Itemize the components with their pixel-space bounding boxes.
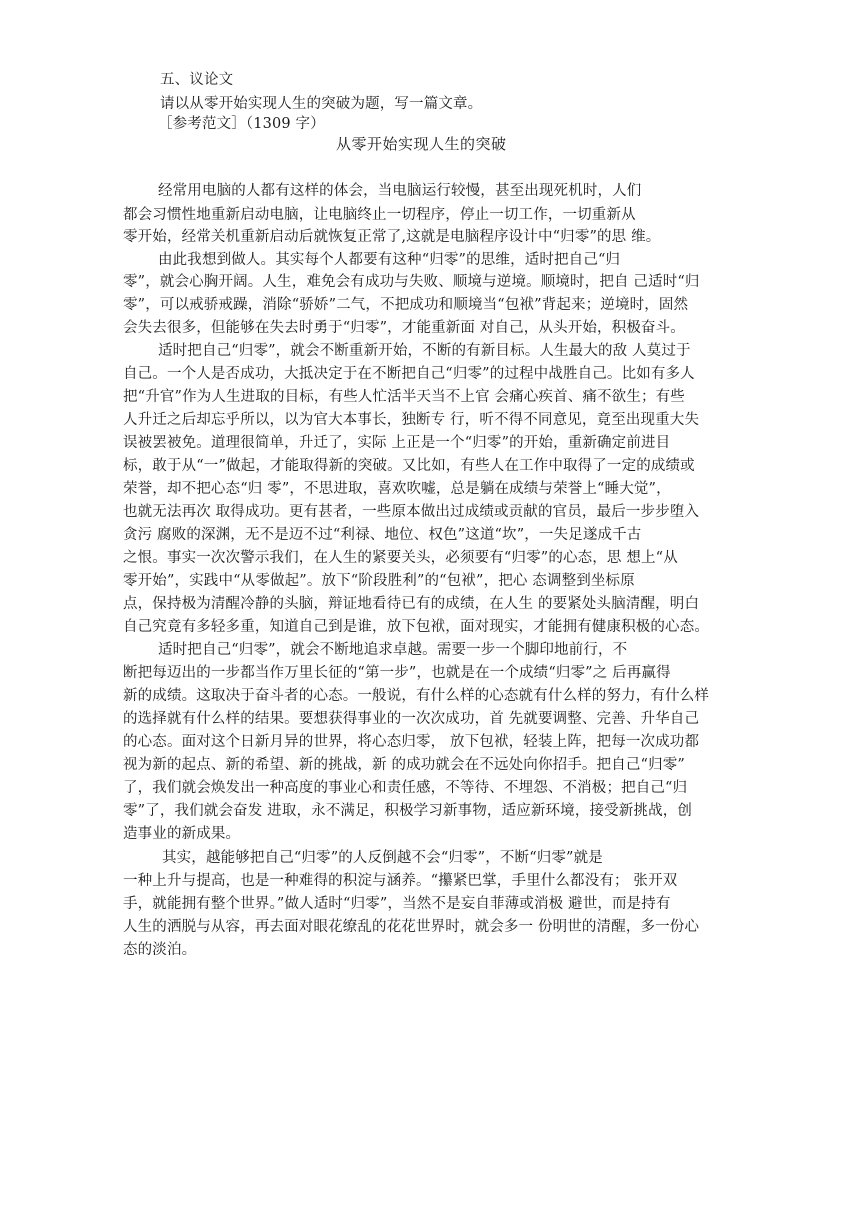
- paragraph-line: 的心态。面对这个日新月异的世界，将心态归零， 放下包袱，轻装上阵，把每一次成功都: [123, 734, 700, 750]
- paragraph-line: 经常用电脑的人都有这样的体会，当电脑运行较慢，甚至出现死机时，人们: [158, 183, 642, 199]
- paragraph-line: 零”，可以戒骄戒躁，消除“骄娇”二气，不把成功和顺境当“包袱”背起来；逆境时，固然: [123, 297, 689, 313]
- paragraph-line: 点，保持极为清醒冷静的头脑，辩证地看待已有的成绩，在人生 的要紧处头脑清醒，明白: [123, 596, 700, 612]
- paragraph-line: 手，就能拥有整个世界。”做人适时“归零”，当然不是妄自菲薄或消极 避世，而是持有: [123, 896, 671, 912]
- paragraph-line: 会失去很多，但能够在失去时勇于“归零”，才能重新面 对自己，从头开始，积极奋斗。: [123, 320, 685, 336]
- paragraph-line: 把“升官”作为人生进取的目标，有些人忙活半天当不上官 会痛心疾首、痛不欲生；有些: [123, 389, 685, 405]
- paragraph-line: 其实，越能够把自己“归零”的人反倒越不会“归零”，不断“归零”就是: [162, 850, 603, 866]
- paragraph-line: 自己。一个人是否成功，大抵决定于在不断把自己“归零”的过程中战胜自己。比如有多人: [123, 366, 695, 382]
- paragraph-line: 新的成绩。这取决于奋斗者的心态。一般说，有什么样的心态就有什么样的努力，有什么样: [123, 688, 709, 704]
- paragraph-line: 也就无法再次 取得成功。更有甚者，一些原本做出过成绩或贡献的官员，最后一步步堕入: [123, 504, 700, 520]
- paragraph-line: 由此我想到做人。其实每个人都要有这种“归零”的思维，适时把自己“归: [158, 252, 621, 268]
- paragraph-line: 一种上升与提高，也是一种难得的积淀与涵养。“攥紧巴掌，手里什么都没有； 张开双: [123, 873, 678, 889]
- paragraph-line: 造事业的新成果。: [123, 826, 241, 842]
- paragraph-line: 适时把自己“归零”，就会不断重新开始，不断的有新目标。人生最大的敌 人莫过于: [158, 343, 691, 359]
- paragraph-line: 自己究竟有多轻多重，知道自己到是谁，放下包袱，面对现实，才能拥有健康积极的心态。: [123, 619, 709, 635]
- paragraph-line: 零”，就会心胸开阔。人生，难免会有成功与失败、顺境与逆境。顺境时，把自 己适时“归: [123, 274, 700, 290]
- paragraph-line: 断把每迈出的一步都当作万里长征的“第一步”，也就是在一个成绩“归零”之 后再赢得: [123, 665, 671, 681]
- paragraph-line: 都会习惯性地重新启动电脑，让电脑终止一切程序，停止一切工作，一切重新从: [123, 207, 636, 223]
- essay-title: 从零开始实现人生的突破: [336, 135, 507, 153]
- paragraph-line: 误被罢被免。道理很简单，升迁了，实际 上正是一个“归零”的开始，重新确定前进目: [123, 435, 671, 451]
- paragraph-line: 零”了，我们就会奋发 进取，永不满足，积极学习新事物，适应新环境，接受新挑战，创: [123, 803, 693, 819]
- paragraph-line: 的选择就有什么样的结果。要想获得事业的一次次成功，首 先就要调整、完善、升华自己: [123, 711, 700, 727]
- paragraph-line: 人生的洒脱与从容，再去面对眼花缭乱的花花世界时，就会多一 份明世的清醒，多一份心: [123, 919, 700, 935]
- paragraph-line: 标，敢于从“一”做起，才能取得新的突破。又比如，有些人在工作中取得了一定的成绩或: [123, 458, 695, 474]
- reference-label: ［参考范文］（1309 字）: [158, 116, 325, 132]
- paragraph-line: 之恨。事实一次次警示我们，在人生的紧要关头，必须要有“归零”的心态，思 想上“从: [123, 550, 678, 566]
- paragraph-line: 人升迁之后却忘乎所以，以为官大本事长，独断专 行，听不得不同意见，竟至出现重大失: [123, 412, 700, 428]
- paragraph-line: 适时把自己“归零”，就会不断地追求卓越。需要一步一个脚印地前行，不: [158, 642, 628, 658]
- paragraph-line: 荣誉，却不把心态“归 零”，不思进取，喜欢吹嘘，总是躺在成绩与荣誉上“睡大觉”，: [123, 481, 671, 497]
- section-heading: 五、议论文: [160, 72, 234, 88]
- paragraph-line: 态的淡泊。: [123, 942, 197, 958]
- paragraph-line: 视为新的起点、新的希望、新的挑战，新 的成功就会在不远处向你招手。把自己“归零”: [123, 757, 685, 773]
- paragraph-line: 零开始”，实践中“从零做起”。放下“阶段胜利”的“包袱”，把心 态调整到坐标原: [123, 573, 635, 589]
- paragraph-line: 了，我们就会焕发出一种高度的事业心和责任感，不等待、不埋怨、不消极；把自己“归: [123, 780, 688, 796]
- paragraph-line: 零开始，经常关机重新启动后就恢复正常了,这就是电脑程序设计中“归零”的思 维。: [123, 229, 661, 245]
- paragraph-line: 贪污 腐败的深渊，无不是迈不过“利禄、地位、权色”这道“坎”，一失足遂成千古: [123, 527, 642, 543]
- essay-prompt: 请以从零开始实现人生的突破为题，写一篇文章。: [160, 96, 483, 112]
